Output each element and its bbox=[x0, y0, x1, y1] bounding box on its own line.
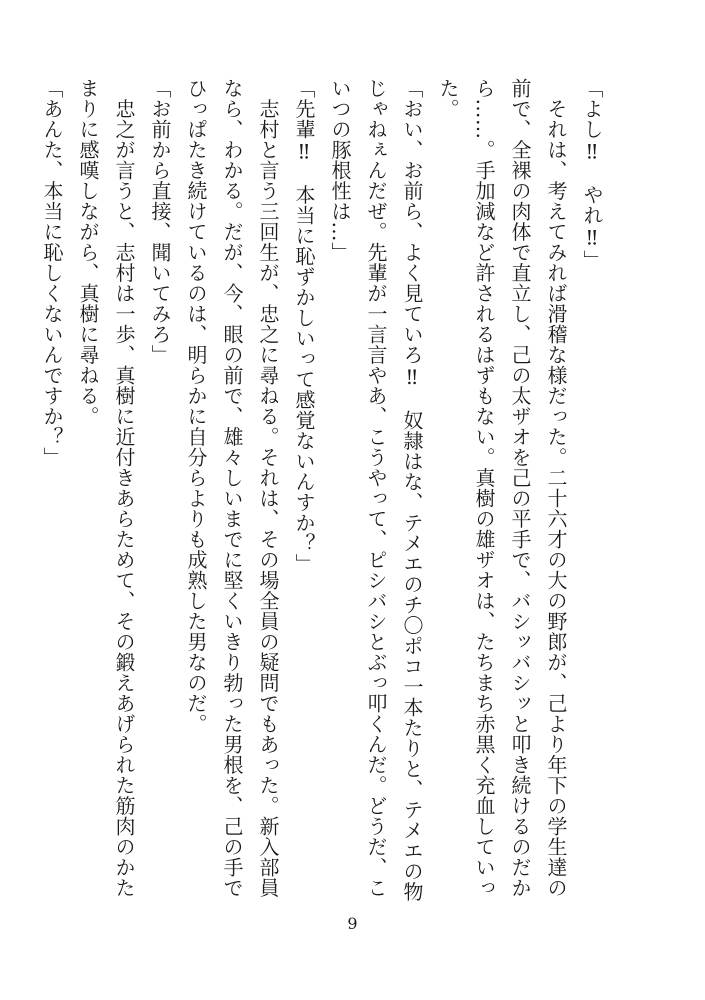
text-line: 前で、全裸の肉体で直立し、己の太ザオを己の平手で、バシッバシッと叩き続けるのだか bbox=[508, 78, 532, 898]
text-line: 「おい、お前ら、よく見ていろ‼ 奴隷はな、テメエのチ〇ポコ一本たりと、テメエの物 bbox=[400, 78, 424, 902]
page-number: 9 bbox=[347, 914, 358, 933]
text-line: それは、考えてみれば滑稽な様だった。二十六才の大の野郎が、己より年下の学生達の bbox=[544, 78, 568, 898]
text-line: 「お前から直接、聞いてみろ」 bbox=[148, 78, 172, 365]
text-line: じゃねぇんだぜ。先輩が一言言やあ、こうやって、ピシバシとぶっ叩くんだ。どうだ、こ bbox=[364, 78, 388, 898]
text-line: 志村と言う三回生が、忠之に尋ねる。それは、その場全員の疑問でもあった。新入部員 bbox=[256, 78, 280, 898]
text-line: 忠之が言うと、志村は一歩、真樹に近付きあらためて、その鍛えあげられた筋肉のかた bbox=[112, 78, 136, 898]
text-line: いつの豚根性は…」 bbox=[328, 78, 352, 263]
text-line: まりに感嘆しながら、真樹に尋ねる。 bbox=[76, 78, 100, 427]
text-line: ひっぱたき続けているのは、明らかに自分らよりも成熟した男なのだ。 bbox=[184, 78, 208, 734]
text-line: ら……。手加減など許されるはずもない。真樹の雄ザオは、たちまち赤黒く充血していっ bbox=[472, 78, 496, 898]
text-line: 「あんた、本当に恥しくないんですか？」 bbox=[40, 78, 64, 468]
text-line: 「よし‼ やれ‼」 bbox=[580, 78, 604, 271]
body-text bbox=[34, 78, 610, 928]
text-line: た。 bbox=[436, 78, 460, 119]
text-line: なら、わかる。だが、今、眼の前で、雄々しいまでに堅くいきり勃った男根を、己の手で bbox=[220, 78, 244, 898]
text-line: 「先輩‼ 本当に恥ずかしいって感覚ないんすか？」 bbox=[292, 78, 316, 574]
